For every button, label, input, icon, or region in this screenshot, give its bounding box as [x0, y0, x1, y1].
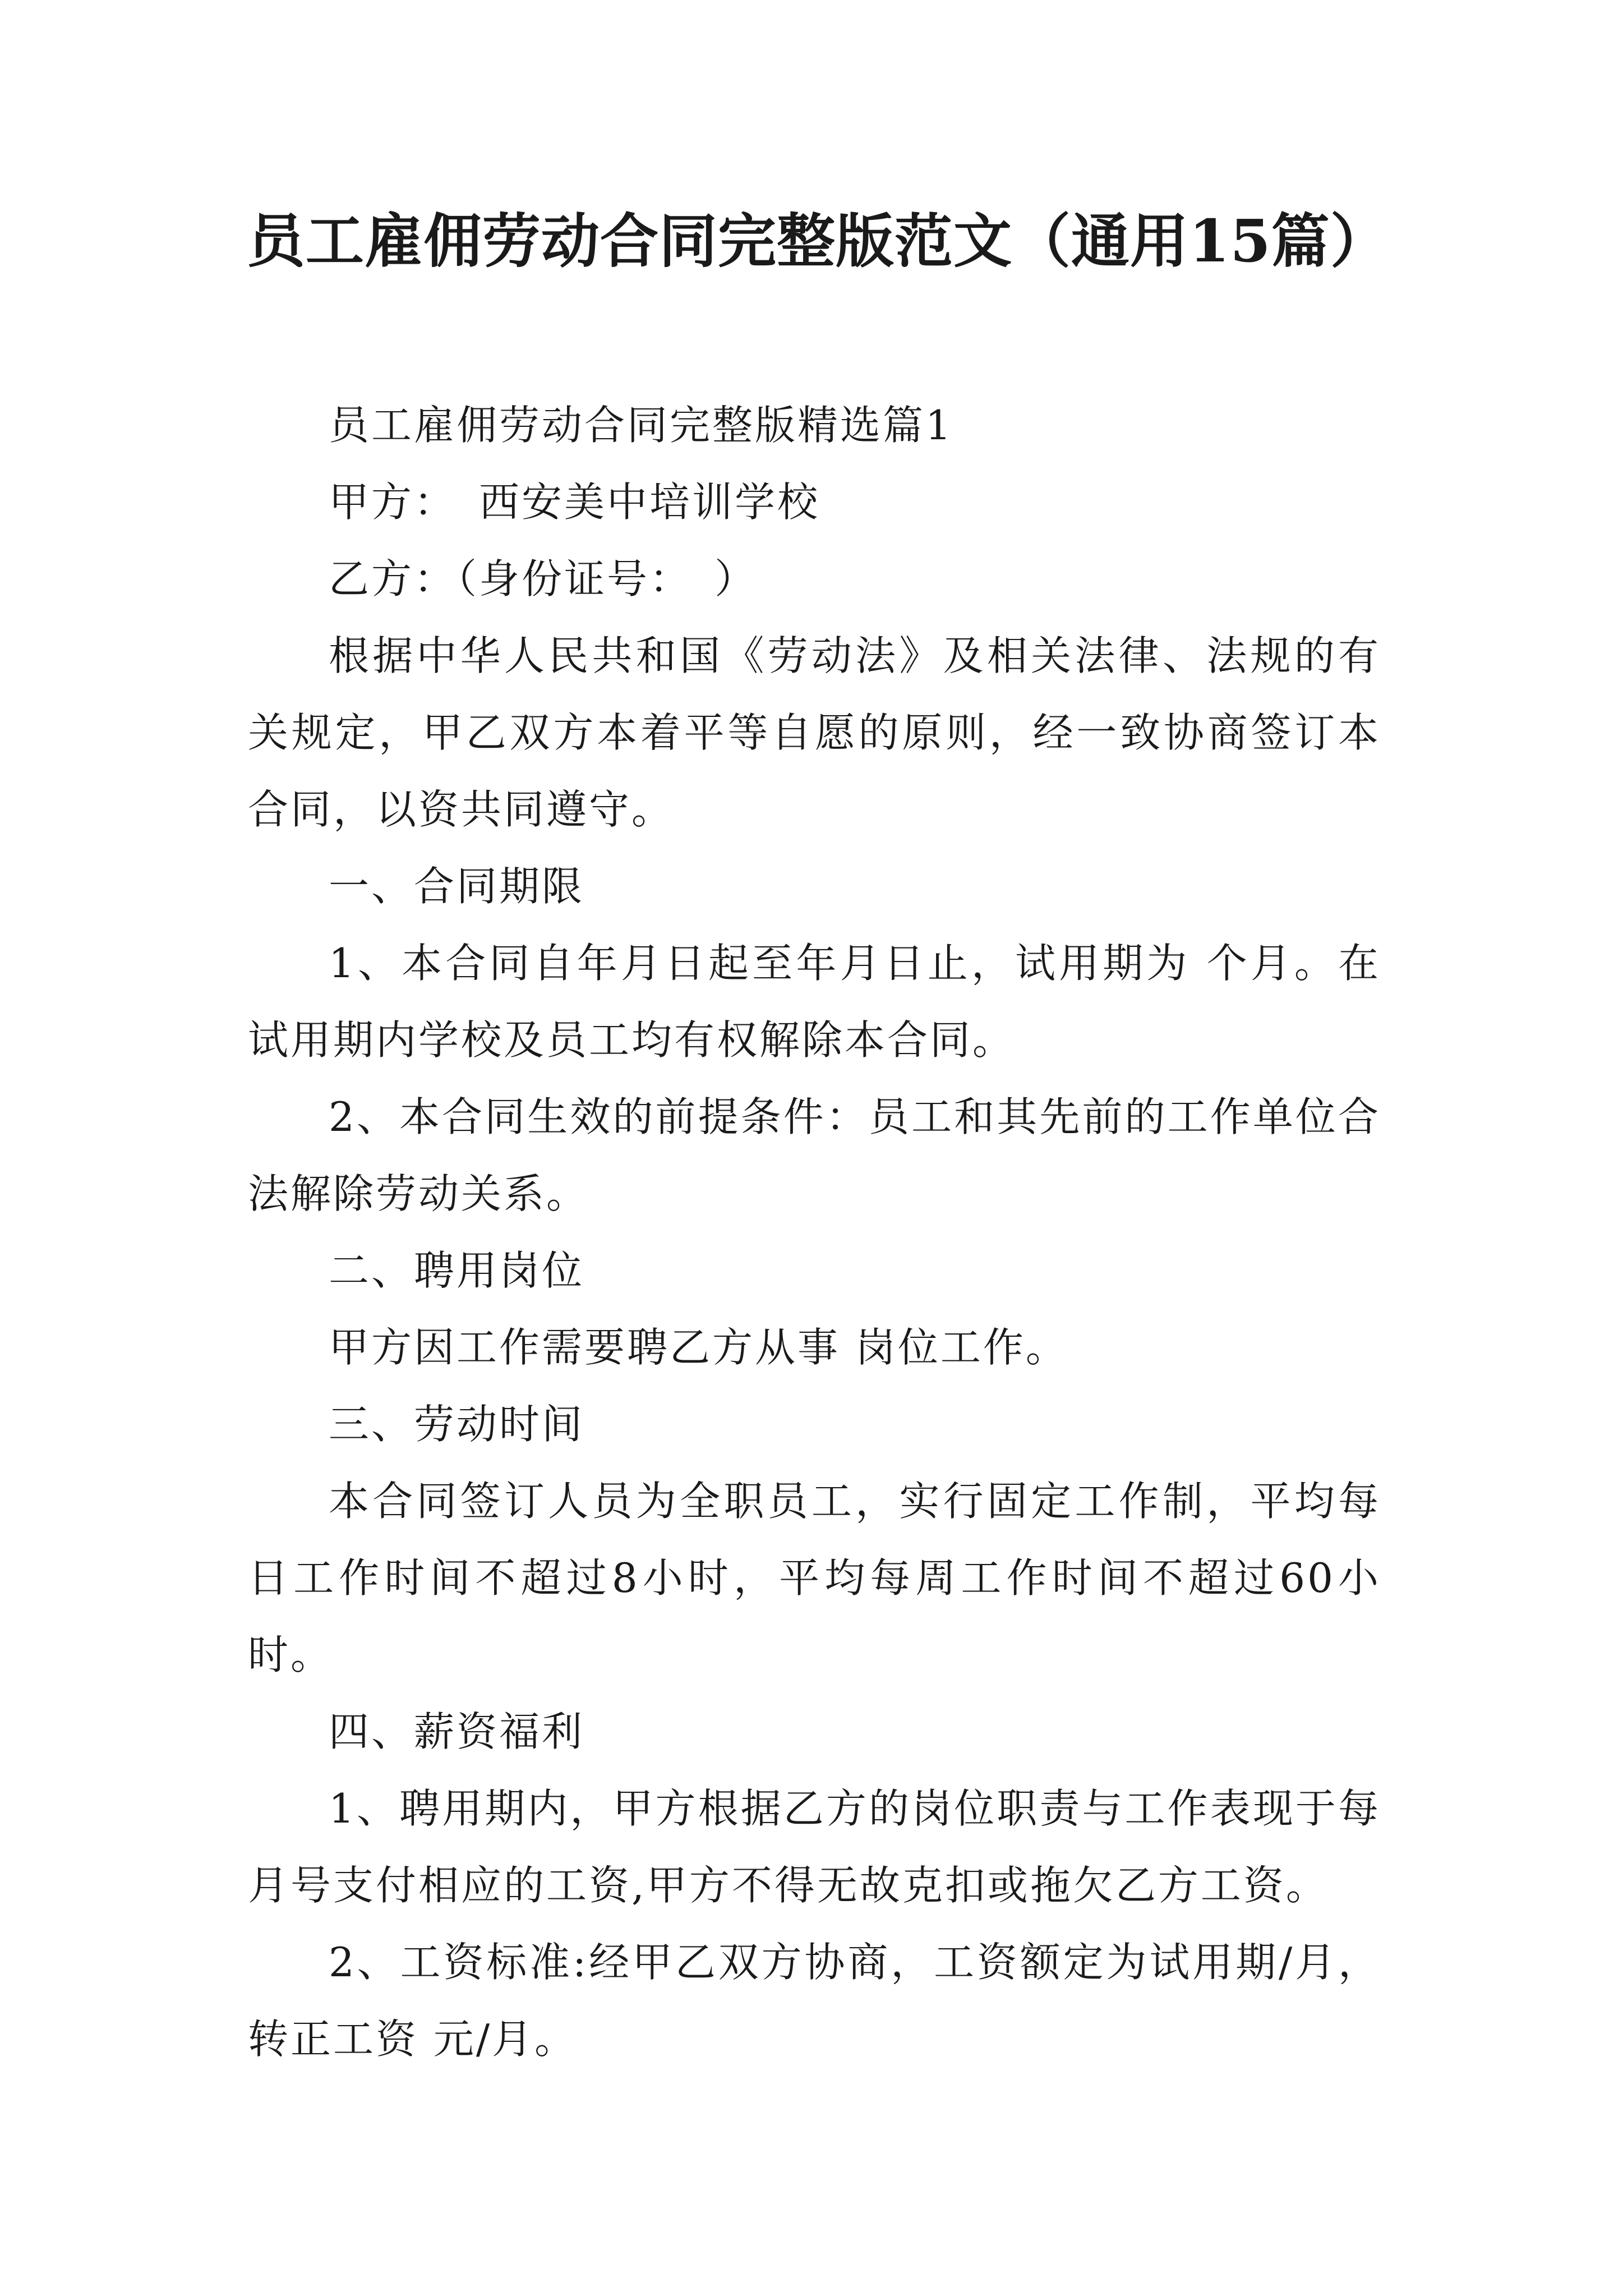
preamble-paragraph: 根据中华人民共和国《劳动法》及相关法律、法规的有关规定，甲乙双方本着平等自愿的原则，经一致协商签订本合同，以资共同遵守。: [248, 632, 1381, 833]
salary-clause-2: 2、工资标准:经甲乙双方协商，工资额定为试用期/月，转正工资 元/月。: [248, 1939, 1381, 2063]
working-hours-clause: 本合同签订人员为全职员工，实行固定工作制，平均每日工作时间不超过8小时，平均每周工作时间不超过60小时。: [248, 1478, 1381, 1678]
section-heading-term: 一、合同期限: [329, 863, 585, 910]
section-heading-working-hours: 三、劳动时间: [329, 1401, 585, 1448]
term-clause-2: 2、本合同生效的前提条件：员工和其先前的工作单位合法解除劳动关系。: [248, 1093, 1381, 1217]
party-a-line: 甲方： 西安美中培训学校: [329, 478, 820, 526]
position-clause: 甲方因工作需要聘乙方从事 岗位工作。: [329, 1324, 1068, 1371]
section-heading-salary: 四、薪资福利: [329, 1708, 585, 1755]
document-body: [248, 387, 1381, 2078]
section-heading-position: 二、聘用岗位: [329, 1247, 585, 1294]
salary-clause-1: 1、聘用期内，甲方根据乙方的岗位职责与工作表现于每月号支付相应的工资,甲方不得无故克扣或拖欠乙方工资。: [248, 1785, 1381, 1909]
section-heading-article-1: 员工雇佣劳动合同完整版精选篇1: [329, 402, 953, 449]
document-title: 员工雇佣劳动合同完整版范文（通用15篇）: [247, 206, 1389, 275]
term-clause-1: 1、本合同自年月日起至年月日止，试用期为 个月。在试用期内学校及员工均有权解除本合同。: [248, 940, 1381, 1064]
party-b-line: 乙方：（身份证号： ）: [329, 555, 758, 602]
